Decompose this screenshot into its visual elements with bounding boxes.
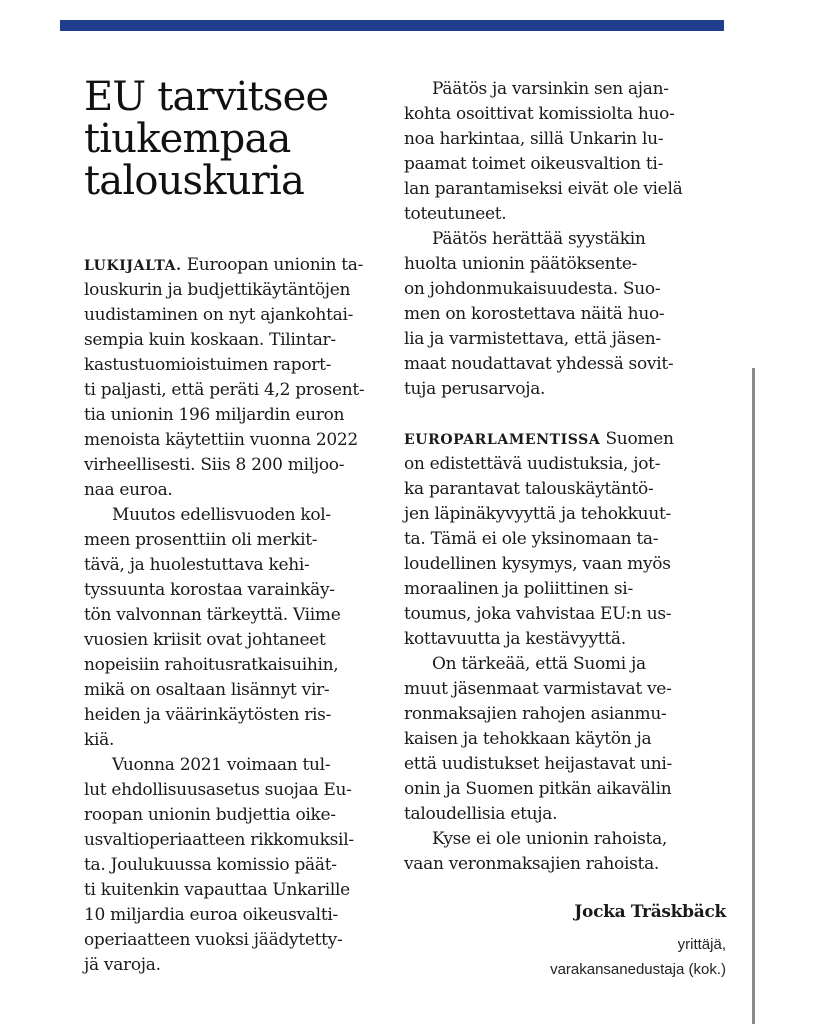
article-line: huolta unionin päätöksente- [404, 254, 638, 274]
article-line: tia unionin 196 miljardin euron [84, 405, 345, 425]
article-line: tävä, ja huolestuttava kehi- [84, 555, 310, 575]
article-line: kaisen ja tehokkaan käytön ja [404, 729, 652, 749]
article-line: jä varoja. [84, 955, 161, 975]
article-line: ronmaksajien rahojen asianmu- [404, 704, 667, 724]
article-line: nopeisiin rahoitusratkaisuihin, [84, 655, 339, 675]
article-line: moraalinen ja poliittinen si- [404, 579, 633, 599]
article-line: on edistettävä uudistuksia, jot- [404, 454, 661, 474]
article-line: Päätös herättää syystäkin [432, 229, 646, 249]
article-line: lan parantamiseksi eivät ole vielä [404, 179, 683, 199]
article-line: kastustuomioistuimen raport- [84, 355, 332, 375]
article-line: ta. Joulukuussa komissio päät- [84, 855, 337, 875]
author-title [550, 932, 726, 982]
article-line: että uudistukset heijastavat uni- [404, 754, 673, 774]
article-line: Muutos edellisvuoden kol- [112, 505, 331, 525]
section-kicker: LUKIJALTA. [84, 258, 182, 274]
article-line: heiden ja väärinkäytösten ris- [84, 705, 332, 725]
section-kicker: EUROPARLAMENTISSA [404, 432, 601, 448]
article-line: usvaltioperiaatteen rikkomuksil- [84, 830, 354, 850]
article-line: lia ja varmistettava, että jäsen- [404, 329, 661, 349]
article-line: ti kuitenkin vapauttaa Unkarille [84, 880, 350, 900]
article-line: Vuonna 2021 voimaan tul- [112, 755, 331, 775]
article-line: Päätös ja varsinkin sen ajan- [432, 79, 669, 99]
article-line: mikä on osaltaan lisännyt vir- [84, 680, 330, 700]
author-name: Jocka Träskbäck [574, 902, 726, 922]
article-line: lut ehdollisuusasetus suojaa Eu- [84, 780, 352, 800]
article-line: Kyse ei ole unionin rahoista, [432, 829, 668, 849]
headline-line: tiukempaa [84, 116, 291, 162]
article-line [84, 253, 404, 278]
article-line: toteutuneet. [404, 204, 507, 224]
kicker-continuation: Euroopan unionin ta- [181, 255, 364, 275]
article-line: ka parantavat talouskäytäntö- [404, 479, 654, 499]
article-line: loudellinen kysymys, vaan myös [404, 554, 671, 574]
article-line: men on korostettava näitä huo- [404, 304, 665, 324]
article-line: uudistaminen on nyt ajankohtai- [84, 305, 354, 325]
article-line: vaan veronmaksajien rahoista. [404, 854, 660, 874]
section-gap [404, 402, 724, 427]
author-role-line: varakansanedustaja (kok.) [550, 961, 726, 978]
article-line: jen läpinäkyvyyttä ja tehokkuut- [404, 504, 671, 524]
article-line: onin ja Suomen pitkän aikavälin [404, 779, 672, 799]
article-line: tyssuunta korostaa varainkäy- [84, 580, 335, 600]
article-line: tön valvonnan tärkeyttä. Viime [84, 605, 341, 625]
headline-line: talouskuria [84, 158, 305, 204]
scrollbar-track [752, 368, 755, 1024]
article-line: menoista käytettiin vuonna 2022 [84, 430, 358, 450]
article-line: ti paljasti, että peräti 4,2 prosent- [84, 380, 365, 400]
headline-line: EU tarvitsee [84, 74, 329, 120]
article-line: operiaatteen vuoksi jäädytetty- [84, 930, 343, 950]
article-line: noa harkintaa, sillä Unkarin lu- [404, 129, 664, 149]
article-line: naa euroa. [84, 480, 173, 500]
article-line: maat noudattavat yhdessä sovit- [404, 354, 674, 374]
article-line: muut jäsenmaat varmistavat ve- [404, 679, 672, 699]
article-line: toumus, joka vahvistaa EU:n us- [404, 604, 672, 624]
article-line: virheellisesti. Siis 8 200 miljoo- [84, 455, 345, 475]
article-line: meen prosenttiin oli merkit- [84, 530, 318, 550]
article-line: roopan unionin budjettia oike- [84, 805, 336, 825]
article-column-left [84, 253, 404, 978]
article-line: On tärkeää, että Suomi ja [432, 654, 646, 674]
article-line: paamat toimet oikeusvaltion ti- [404, 154, 664, 174]
kicker-continuation: Suomen [600, 429, 674, 449]
article-line [404, 427, 724, 452]
top-accent-bar [60, 20, 724, 31]
article-line: on johdonmukaisuudesta. Suo- [404, 279, 661, 299]
article-line: tuja perusarvoja. [404, 379, 546, 399]
article-line: ta. Tämä ei ole yksinomaan ta- [404, 529, 659, 549]
article-line: vuosien kriisit ovat johtaneet [84, 630, 326, 650]
article-column-right [404, 77, 724, 877]
article-line: taloudellisia etuja. [404, 804, 558, 824]
article-line: kiä. [84, 730, 115, 750]
article-line: kottavuutta ja kestävyyttä. [404, 629, 626, 649]
article-line: sempia kuin koskaan. Tilintar- [84, 330, 336, 350]
article-line: louskurin ja budjettikäytäntöjen [84, 280, 351, 300]
author-role-line: yrittäjä, [677, 936, 726, 953]
article-line: kohta osoittivat komissiolta huo- [404, 104, 675, 124]
article-line: 10 miljardia euroa oikeusvalti- [84, 905, 338, 925]
article-headline [84, 76, 374, 202]
